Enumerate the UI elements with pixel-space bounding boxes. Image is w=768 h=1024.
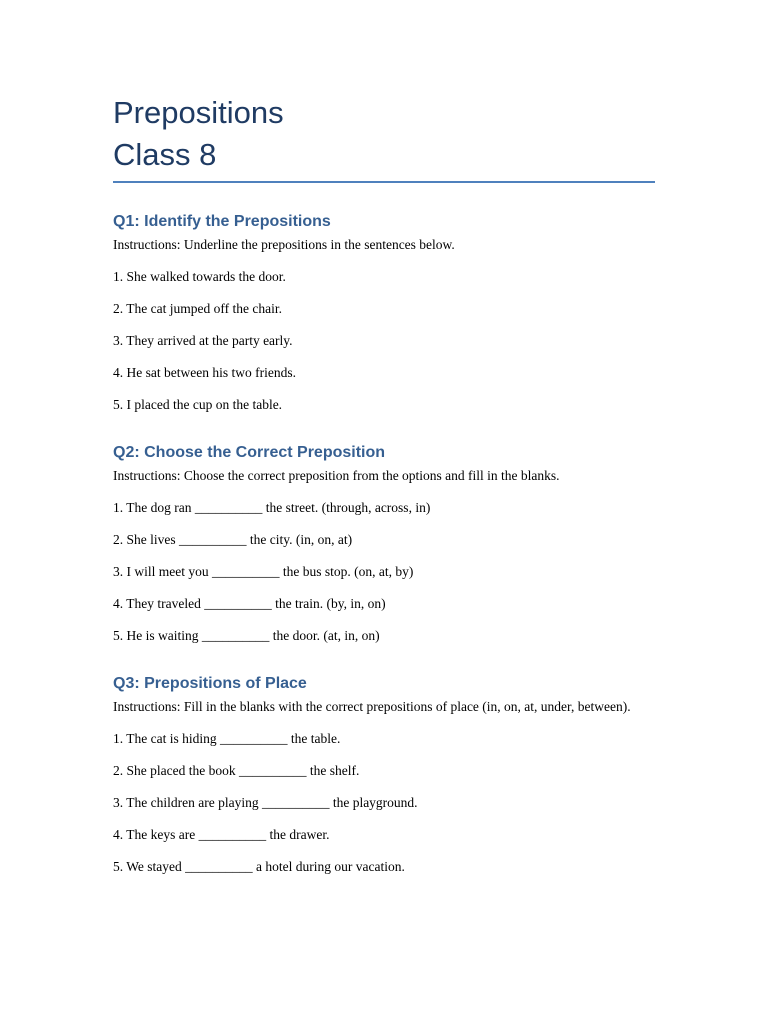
title-divider <box>113 181 655 183</box>
question-item: 5. I placed the cup on the table. <box>113 397 283 412</box>
document-title-line2: Class 8 <box>113 137 217 172</box>
section-q1 <box>113 211 655 414</box>
question-item: 2. She placed the book __________ the shelf. <box>113 763 360 778</box>
section-heading: Q1: Identify the Prepositions <box>113 213 331 230</box>
question-item: 2. She lives __________ the city. (in, on, at) <box>113 532 353 547</box>
document-title-line1: Prepositions <box>113 95 284 130</box>
section-instructions: Instructions: Fill in the blanks with the correct prepositions of place (in, on, at, under, between). <box>113 699 631 714</box>
section-instructions: Instructions: Choose the correct preposition from the options and fill in the blanks. <box>113 468 560 483</box>
question-item: 1. The cat is hiding __________ the table. <box>113 731 341 746</box>
question-item: 1. The dog ran __________ the street. (through, across, in) <box>113 500 431 515</box>
question-item: 3. They arrived at the party early. <box>113 333 293 348</box>
section-heading: Q2: Choose the Correct Preposition <box>113 444 386 461</box>
question-item: 5. He is waiting __________ the door. (at, in, on) <box>113 628 380 643</box>
question-item: 5. We stayed __________ a hotel during our vacation. <box>113 859 405 874</box>
question-item: 4. He sat between his two friends. <box>113 365 296 380</box>
section-q2 <box>113 442 655 645</box>
section-heading: Q3: Prepositions of Place <box>113 675 307 692</box>
question-item: 2. The cat jumped off the chair. <box>113 301 282 316</box>
question-item: 4. The keys are __________ the drawer. <box>113 827 330 842</box>
question-item: 1. She walked towards the door. <box>113 269 286 284</box>
section-q3 <box>113 673 655 876</box>
question-item: 4. They traveled __________ the train. (by, in, on) <box>113 596 386 611</box>
worksheet-page <box>113 92 655 876</box>
section-instructions: Instructions: Underline the prepositions in the sentences below. <box>113 237 455 252</box>
question-item: 3. I will meet you __________ the bus stop. (on, at, by) <box>113 564 414 579</box>
question-item: 3. The children are playing __________ the playground. <box>113 795 418 810</box>
